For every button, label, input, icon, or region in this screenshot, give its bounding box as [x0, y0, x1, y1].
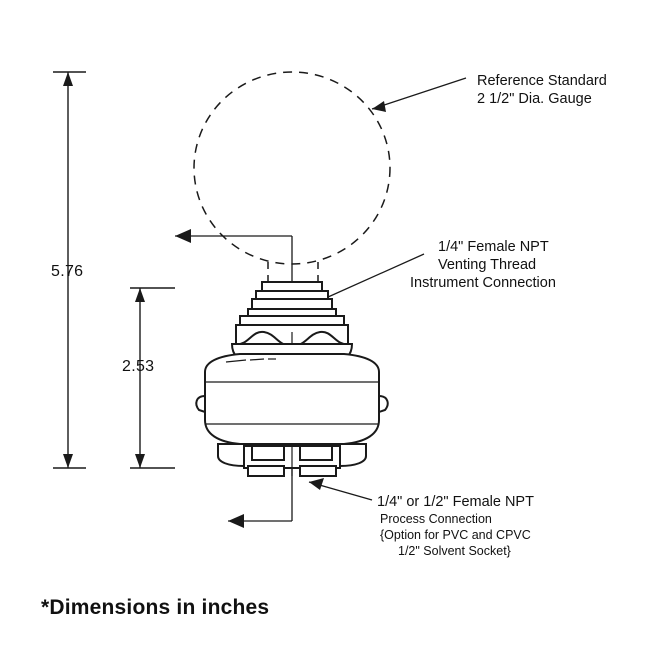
callout-instrument-line3: Instrument Connection [410, 275, 556, 291]
process-port-left [252, 446, 284, 460]
neck-ring-2 [252, 299, 332, 309]
callout-gauge-line1: Reference Standard [477, 73, 607, 89]
device-body [196, 282, 387, 476]
callout-process-line1: 1/4" or 1/2" Female NPT [377, 494, 534, 510]
overall-dim-arrow-bottom [63, 454, 73, 468]
dimensions-note: *Dimensions in inches [41, 596, 270, 619]
callout-gauge-line2: 2 1/2" Dia. Gauge [477, 91, 592, 107]
housing-tab-right [379, 396, 388, 412]
callout-process-line4: 1/2" Solvent Socket} [398, 544, 511, 558]
callout-process-line3: {Option for PVC and CPVC [380, 528, 531, 542]
neck-ring-1 [256, 291, 328, 299]
lower-left-leader-arrow [228, 514, 244, 528]
callout-process-line2: Process Connection [380, 512, 492, 526]
process-leader-arrow [309, 478, 324, 490]
neck-top-flange [262, 282, 322, 291]
main-housing [205, 354, 379, 444]
callout-instrument-line1: 1/4" Female NPT [438, 239, 549, 255]
process-thread-left [248, 466, 284, 476]
process-port-right [300, 446, 332, 460]
neck-base [240, 316, 344, 325]
housing-tab-left [196, 396, 205, 412]
dimension-label-body: 2.53 [122, 358, 155, 375]
process-thread-right [300, 466, 336, 476]
gauge-circle [194, 72, 390, 264]
overall-dim-arrow-top [63, 72, 73, 86]
gauge-leader-arrow [372, 101, 386, 112]
dimension-label-overall: 5.76 [51, 263, 84, 280]
process-connection-leader [309, 478, 372, 500]
upper-left-leader-arrow [175, 229, 191, 243]
body-dim-arrow-top [135, 288, 145, 302]
callout-instrument-line2: Venting Thread [438, 257, 537, 273]
neck-ring-3 [248, 309, 336, 316]
gauge-leader [372, 78, 466, 112]
body-dim-arrow-bottom [135, 454, 145, 468]
